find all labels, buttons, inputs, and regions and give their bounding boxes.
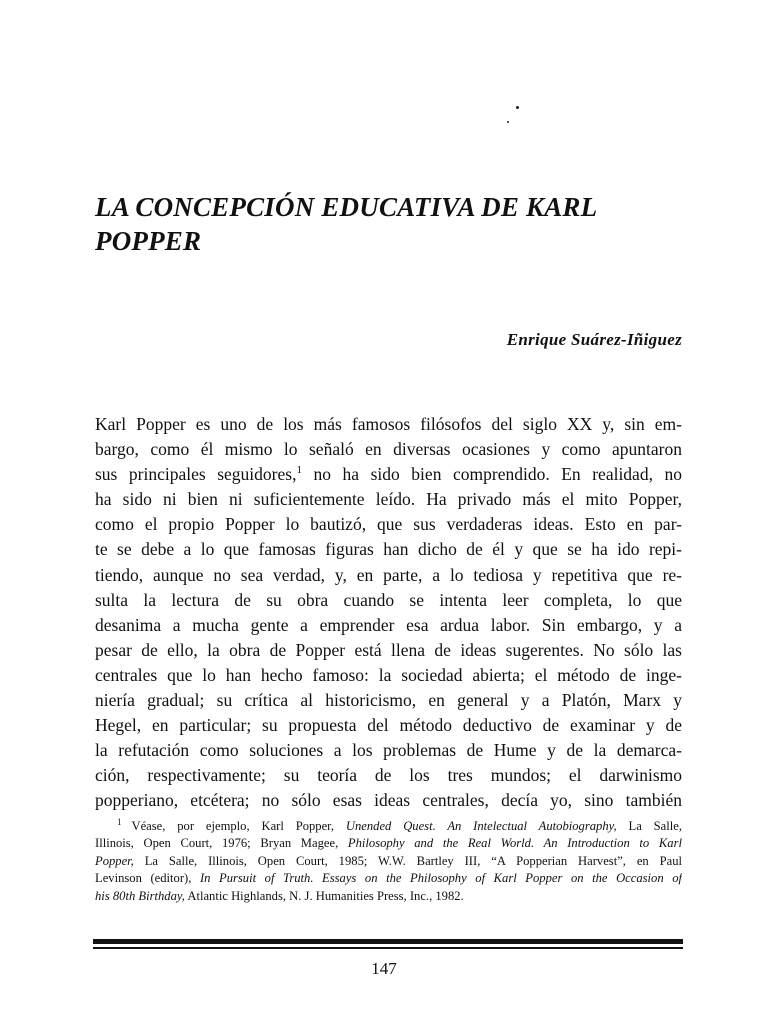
footnote-line xyxy=(95,818,682,835)
footnote-text: Levinson (editor), xyxy=(95,871,200,886)
author-name: Enrique Suárez-Iñiguez xyxy=(506,330,682,349)
body-line xyxy=(95,437,682,462)
article-title xyxy=(95,190,695,258)
title-line: POPPER xyxy=(95,226,202,256)
body-line: tiendo, aunque no sea verdad, y, en parte, a lo tediosa y repetitiva que re- xyxy=(95,564,682,585)
footnote-title: Philosophy and the Real World. An Introduction to Karl xyxy=(347,836,682,851)
body-line: como el propio Popper lo bautizó, que sus verdaderas ideas. Esto en par- xyxy=(95,514,682,535)
footnote-title: In Pursuit of Truth. Essays on the Philosophy of Karl Popper on the Occasion of xyxy=(199,871,682,886)
footnote-text: La Salle, xyxy=(616,819,682,833)
footnote xyxy=(95,818,682,905)
page-number: 147 xyxy=(371,959,397,978)
footnote-number: 1 xyxy=(117,818,122,827)
body-line: ha sido ni bien ni suficientemente leído. Ha privado más el mito Popper, xyxy=(95,489,682,510)
body-line: la refutación como soluciones a los problemas de Hume y de la demarca- xyxy=(95,740,682,761)
body-line: popperiano, etcétera; no sólo esas ideas centrales, decía yo, sino también xyxy=(95,790,682,811)
scan-speck xyxy=(516,106,519,109)
footer-rule-thick xyxy=(93,939,683,944)
footnote-line xyxy=(95,853,682,870)
footnote-line xyxy=(95,870,682,887)
body-line-part: bargo, como él mismo lo señaló en diversas ocasiones y como apuntaron xyxy=(95,439,682,460)
footnote-title: Unended Quest. An Intelectual Autobiography, xyxy=(345,819,617,833)
body-line: Hegel, en particular; su propuesta del método deductivo de examinar y de xyxy=(95,715,682,736)
body-line: desanima a mucha gente a emprender esa ardua labor. Sin embargo, y a xyxy=(95,614,682,635)
footnote-line xyxy=(95,888,682,905)
footnote-text: Véase, por ejemplo, Karl Popper, xyxy=(131,819,346,833)
body-line-part: no ha sido bien comprendido. En realidad, no xyxy=(301,464,682,485)
footnote-text: La Salle, Illinois, Open Court, 1985; W.W. Bartley III, “A Popperian Harvest”, en Paul xyxy=(133,853,682,868)
body-line: pesar de ello, la obra de Popper está llena de ideas sugerentes. No sólo las xyxy=(95,639,682,660)
footnote-text: Illinois, Open Court, 1976; Bryan Magee, xyxy=(95,836,348,851)
title-line: LA CONCEPCIÓN EDUCATIVA DE KARL xyxy=(95,192,598,222)
body-line: niería gradual; su crítica al historicismo, en general y a Platón, Marx y xyxy=(95,690,682,711)
body-line: centrales que lo han hecho famoso: la sociedad abierta; el método de inge- xyxy=(95,664,682,685)
body-line: ción, respectivamente; su teoría de los tres mundos; el darwinismo xyxy=(95,765,682,786)
footnote-text: Atlantic Highlands, N. J. Humanities Press, Inc., 1982. xyxy=(184,888,464,903)
footnote-line xyxy=(95,835,682,852)
footnote-title: his 80th Birthday, xyxy=(95,888,185,903)
body-line: te se debe a lo que famosas figuras han dicho de él y que se ha ido repi- xyxy=(95,539,682,560)
footer-rule-thin xyxy=(93,947,683,949)
footnote-title: Popper, xyxy=(95,853,134,868)
body-line: sulta la lectura de su obra cuando se intenta leer completa, lo que xyxy=(95,589,682,610)
body-line-part: sus principales seguidores, xyxy=(95,464,297,485)
body-line: Karl Popper es uno de los más famosos filósofos del siglo XX y, sin em- xyxy=(95,414,682,434)
body-paragraph xyxy=(95,412,682,839)
footnote-reference[interactable]: 1 xyxy=(296,464,302,477)
scan-speck xyxy=(507,121,509,123)
body-line-with-footnote xyxy=(95,462,682,487)
